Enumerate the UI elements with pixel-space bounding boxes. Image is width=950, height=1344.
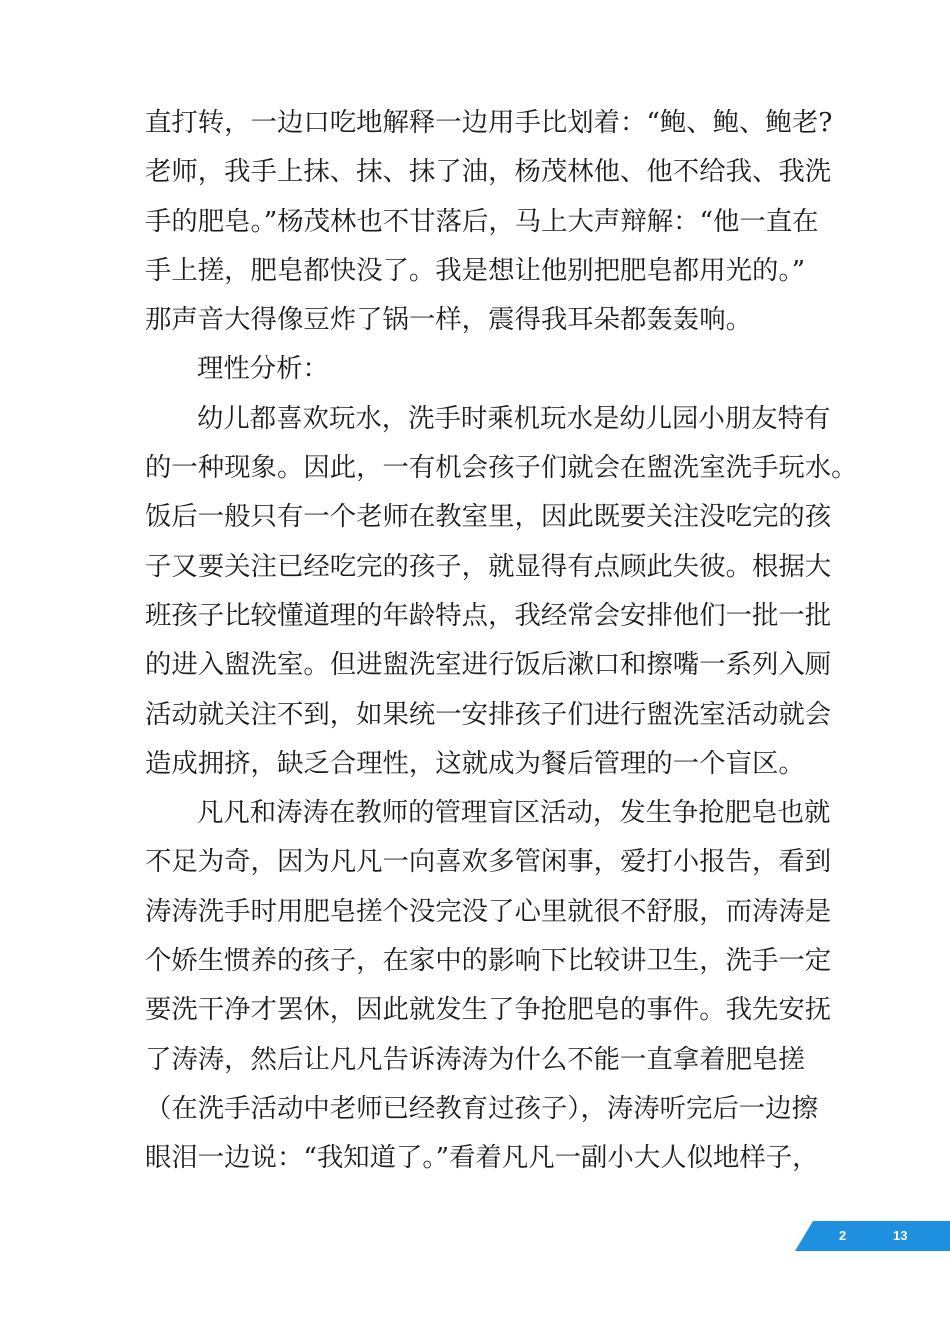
badge-background bbox=[795, 1221, 950, 1251]
text-line: 老师，我手上抹、抹、抹了油，杨茂林他、他不给我、我洗 bbox=[145, 156, 832, 188]
current-page-number: 2 bbox=[839, 1228, 847, 1243]
text-line: 造成拥挤，缺乏合理性，这就成为餐后管理的一个盲区。 bbox=[145, 747, 805, 779]
page-number-badge bbox=[795, 1221, 950, 1251]
text-line: 要洗干净才罢休，因此就发生了争抢肥皂的事件。我先安抚 bbox=[145, 994, 832, 1026]
text-line: 个娇生惯养的孩子，在家中的影响下比较讲卫生，洗手一定 bbox=[145, 945, 832, 977]
text-line: 的一种现象。因此，一有机会孩子们就会在盥洗室洗手玩水。 bbox=[145, 452, 858, 484]
section-heading: 理性分析： bbox=[197, 353, 329, 385]
text-line: 活动就关注不到，如果统一安排孩子们进行盥洗室活动就会 bbox=[145, 698, 832, 730]
text-line: 子又要关注已经吃完的孩子，就显得有点顾此失彼。根据大 bbox=[145, 550, 832, 582]
text-line: 手的肥皂。”杨茂林也不甘落后，马上大声辩解：“他一直在 bbox=[145, 205, 819, 237]
text-line: 班孩子比较懂道理的年龄特点，我经常会安排他们一批一批 bbox=[145, 599, 832, 631]
text-line: （在洗手活动中老师已经教育过孩子），涛涛听完后一边擦 bbox=[145, 1092, 818, 1124]
text-line: 了涛涛，然后让凡凡告诉涛涛为什么不能一直拿着肥皂搓 bbox=[145, 1043, 805, 1075]
text-line: 那声音大得像豆炸了锅一样，震得我耳朵都轰轰响。 bbox=[145, 304, 752, 336]
paragraph-first-line: 凡凡和涛涛在教师的管理盲区活动，发生争抢肥皂也就 bbox=[197, 797, 831, 829]
text-line: 眼泪一边说：“我知道了。”看着凡凡一副小大人似地样子， bbox=[145, 1142, 819, 1174]
paragraph-first-line: 幼儿都喜欢玩水，洗手时乘机玩水是幼儿园小朋友特有 bbox=[197, 402, 831, 434]
document-body bbox=[145, 98, 858, 1183]
text-line: 不足为奇，因为凡凡一向喜欢多管闲事，爱打小报告，看到 bbox=[145, 846, 832, 878]
text-line: 涛涛洗手时用肥皂搓个没完没了心里就很不舒服，而涛涛是 bbox=[145, 895, 832, 927]
total-pages-number: 13 bbox=[893, 1228, 908, 1243]
text-line: 的进入盥洗室。但进盥洗室进行饭后漱口和擦嘴一系列入厕 bbox=[145, 649, 832, 681]
text-line: 手上搓，肥皂都快没了。我是想让他别把肥皂都用光的。” bbox=[145, 254, 806, 286]
text-line: 饭后一般只有一个老师在教室里，因此既要关注没吃完的孩 bbox=[145, 501, 832, 533]
text-line: 直打转，一边口吃地解释一边用手比划着：“鲍、鲍、鲍老? bbox=[145, 107, 833, 138]
